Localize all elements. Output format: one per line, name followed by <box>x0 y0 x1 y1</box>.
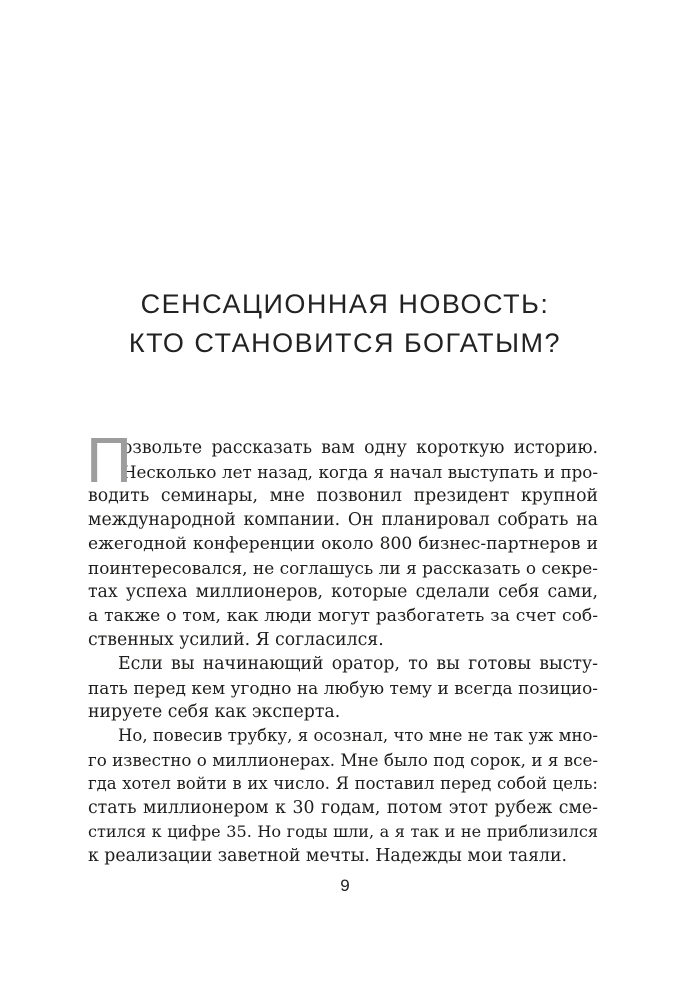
page-number: 9 <box>340 876 350 895</box>
drop-cap: П <box>86 424 132 496</box>
body-text <box>86 424 598 868</box>
text-line: тах успеха миллионеров, которые сделали себя сами, <box>88 582 598 602</box>
text-line: Несколько лет назад, когда я начал выступать и про- <box>122 462 598 482</box>
chapter-title <box>0 285 690 363</box>
text-line: Если вы начинающий оратор, то вы готовы высту- <box>118 654 598 674</box>
text-line: поинтересовался, не соглашусь ли я рассказать о секре- <box>88 558 598 578</box>
text-line: гда хотел войти в их число. Я поставил перед собой цель: <box>88 774 598 793</box>
text-line: международной компании. Он планировал собрать на <box>88 510 598 530</box>
chapter-title-line: СЕНСАЦИОННАЯ НОВОСТЬ: <box>140 289 550 319</box>
text-line: ственных усилий. Я согласился. <box>88 630 384 650</box>
text-line: стился к цифре 35. Но годы шли, а я так и не приблизился <box>88 822 598 841</box>
text-line: стать миллионером к 30 годам, потом этот рубеж сме- <box>88 798 598 818</box>
text-line: ежегодной конференции около 800 бизнес-партнеров и <box>88 534 598 554</box>
text-line: пать перед кем угодно на любую тему и всегда позицио- <box>88 678 598 698</box>
text-line: нируете себя как эксперта. <box>88 702 341 722</box>
text-line: го известно о миллионерах. Мне было под сорок, и я все- <box>88 750 598 770</box>
chapter-title-line: КТО СТАНОВИТСЯ БОГАТЫМ? <box>128 328 562 358</box>
text-line: водить семинары, мне позвонил президент крупной <box>88 486 598 506</box>
text-line: к реализации заветной мечты. Надежды мои таяли. <box>88 846 567 866</box>
text-line: а также о том, как люди могут разбогатеть за счет соб- <box>88 606 598 626</box>
text-line: Но, повесив трубку, я осознал, что мне не так уж мно- <box>118 726 598 745</box>
text-line: П озвольте рассказать вам одну короткую историю. <box>86 424 598 496</box>
